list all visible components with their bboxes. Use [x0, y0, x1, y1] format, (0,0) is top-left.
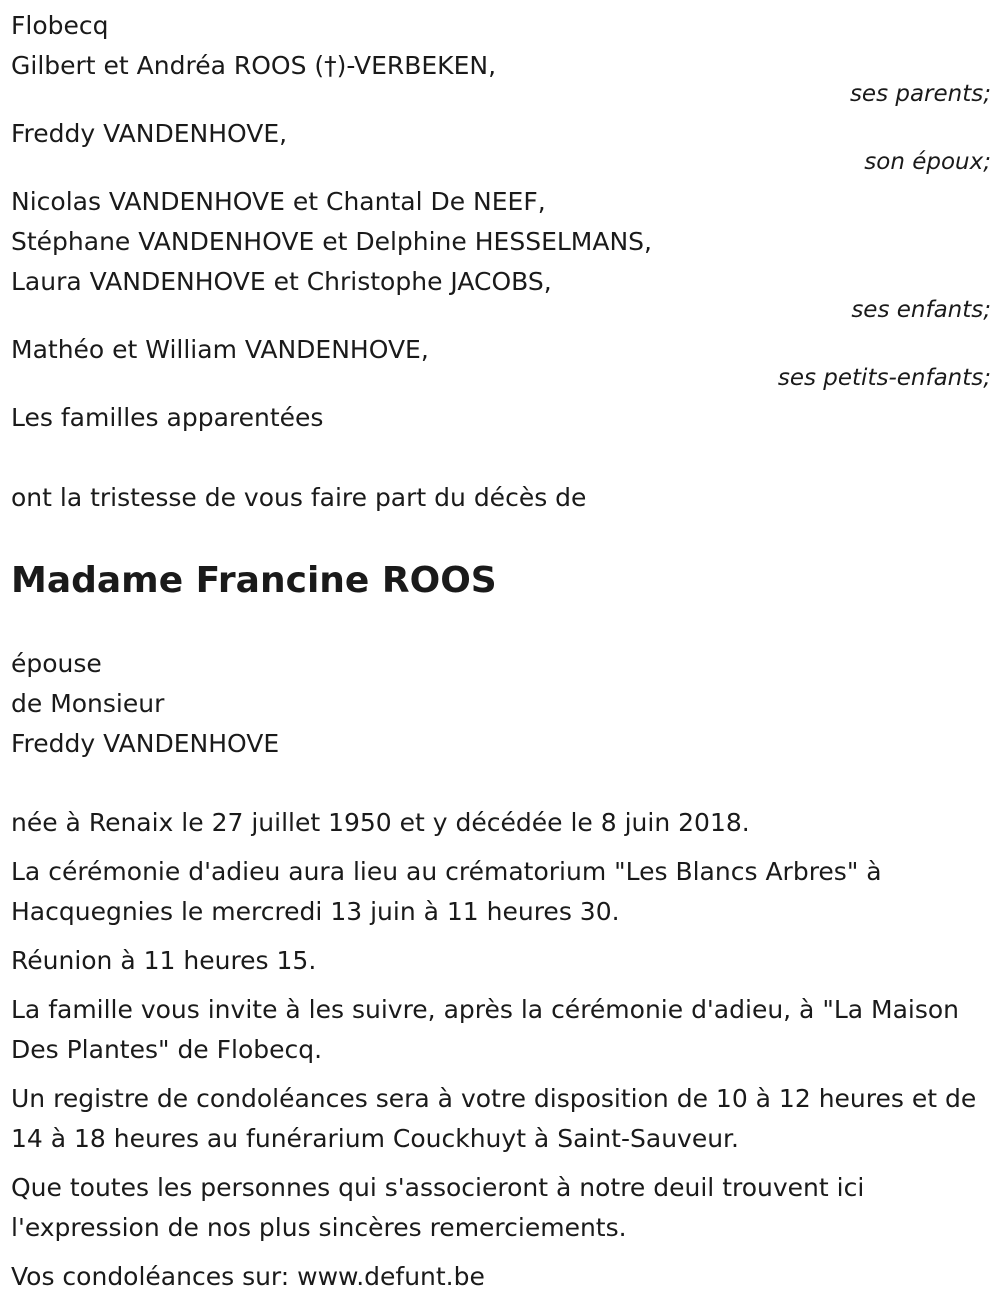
reception-info: La famille vous invite à les suivre, après la cérémonie d'adieu, à "La Maison Des Plantes" de Flobecq. — [11, 995, 960, 1064]
condolence-register-info: Un registre de condoléances sera à votre disposition de 10 à 12 heures et de 14 à 18 heures au funérarium Couckhuyt à Saint-Sauveur. — [11, 1084, 977, 1153]
spouse-line-2: de Monsieur — [11, 689, 165, 718]
family-spouse: Freddy VANDENHOVE, — [11, 119, 288, 148]
spouse-line-1: épouse — [11, 649, 102, 678]
role-children: ses enfants; — [851, 297, 991, 323]
role-parents: ses parents; — [849, 81, 991, 107]
family-grandchildren: Mathéo et William VANDENHOVE, — [11, 335, 429, 364]
family-child-3: Laura VANDENHOVE et Christophe JACOBS, — [11, 267, 552, 296]
gathering-info: Réunion à 11 heures 15. — [11, 946, 317, 975]
condolences-website: Vos condoléances sur: www.defunt.be — [11, 1262, 485, 1291]
obituary-document — [11, 0, 991, 1297]
spouse-line-3: Freddy VANDENHOVE — [11, 729, 280, 758]
birth-death-info: née à Renaix le 27 juillet 1950 et y décédée le 8 juin 2018. — [11, 808, 750, 837]
role-spouse: son époux; — [864, 149, 991, 175]
role-grandchildren: ses petits-enfants; — [777, 365, 991, 391]
location-header: Flobecq — [11, 11, 109, 40]
family-child-1: Nicolas VANDENHOVE et Chantal De NEEF, — [11, 187, 546, 216]
announcement: ont la tristesse de vous faire part du décès de — [11, 483, 587, 512]
thanks-message: Que toutes les personnes qui s'associeront à notre deuil trouvent ici l'expression de nos plus sincères remerciements. — [11, 1173, 865, 1242]
ceremony-info: La cérémonie d'adieu aura lieu au crématorium "Les Blancs Arbres" à Hacquegnies le mercredi 13 juin à 11 heures 30. — [11, 857, 882, 926]
family-parents: Gilbert et Andréa ROOS (†)-VERBEKEN, — [11, 51, 497, 80]
family-child-2: Stéphane VANDENHOVE et Delphine HESSELMANS, — [11, 227, 652, 256]
deceased-name: Madame Francine ROOS — [11, 560, 497, 601]
related-families: Les familles apparentées — [11, 403, 324, 432]
